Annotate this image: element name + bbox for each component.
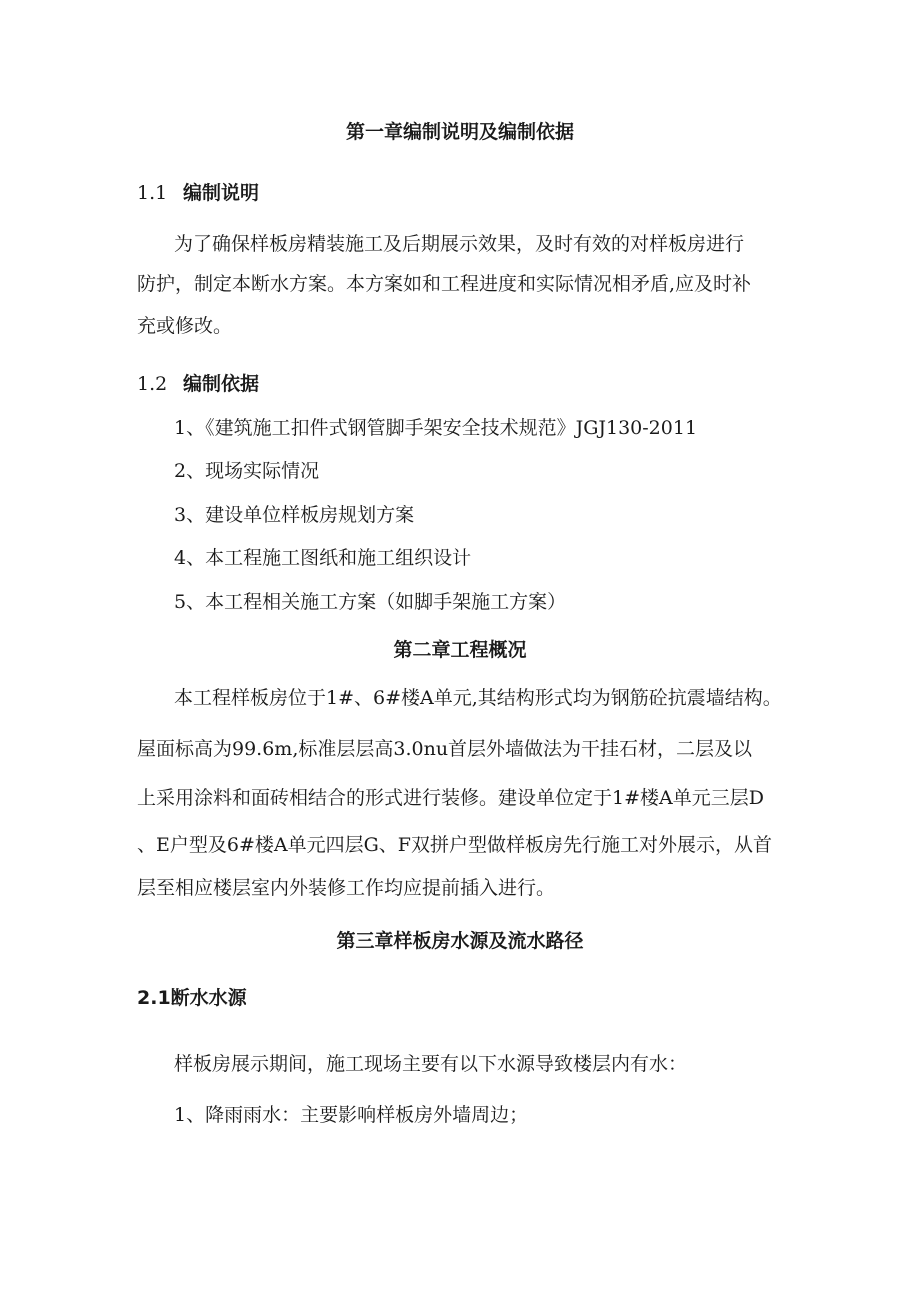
section-1-2-title: 编制依据: [183, 373, 260, 395]
water-source-item-1: 1、降雨雨水：主要影响样板房外墙周边；: [174, 1104, 529, 1126]
chapter-1-title: 第一章编制说明及编制依据: [345, 121, 574, 143]
basis-item-1: 1、《建筑施工扣件式钢管脚手架安全技术规范》JGJ130-2011: [174, 417, 698, 439]
overview-line-2: 屋面标高为99.6m,标准层层高3.0nu首层外墙做法为干挂石材，二层及以: [137, 738, 753, 760]
section-1-2-number: 1.2: [137, 373, 168, 395]
overview-line-1: 本工程样板房位于1#、6#楼A单元,其结构形式均为钢筋砼抗震墙结构。: [174, 687, 782, 709]
basis-item-3: 3、建设单位样板房规划方案: [174, 504, 415, 526]
section-2-1-heading: 2.1断水水源: [137, 987, 247, 1009]
section-1-2-heading: [137, 372, 259, 396]
water-source-intro: 样板房展示期间，施工现场主要有以下水源导致楼层内有水：: [174, 1053, 688, 1075]
paragraph-1-1-line-3: 充或修改。: [137, 315, 233, 337]
overview-line-3: 上采用涂料和面砖相结合的形式进行装修。建设单位定于1#楼A单元三层D: [137, 787, 764, 809]
section-1-1-number: 1.1: [137, 182, 168, 204]
section-1-1-heading: [137, 181, 259, 205]
basis-item-5: 5、本工程相关施工方案（如脚手架施工方案）: [174, 591, 567, 613]
paragraph-1-1-line-2: 防护，制定本断水方案。本方案如和工程进度和实际情况相矛盾,应及时补: [137, 273, 752, 295]
basis-item-2: 2、现场实际情况: [174, 460, 320, 482]
section-1-1-title: 编制说明: [183, 182, 260, 204]
basis-item-4: 4、本工程施工图纸和施工组织设计: [174, 547, 472, 569]
overview-line-5: 层至相应楼层室内外装修工作均应提前插入进行。: [137, 877, 556, 899]
overview-line-4: 、E户型及6#楼A单元四层G、F双拼户型做样板房先行施工对外展示，从首: [137, 834, 772, 856]
chapter-3-title: 第三章样板房水源及流水路径: [336, 930, 584, 952]
chapter-2-title: 第二章工程概况: [393, 639, 527, 661]
paragraph-1-1-line-1: 为了确保样板房精装施工及后期展示效果，及时有效的对样板房进行: [174, 233, 745, 255]
